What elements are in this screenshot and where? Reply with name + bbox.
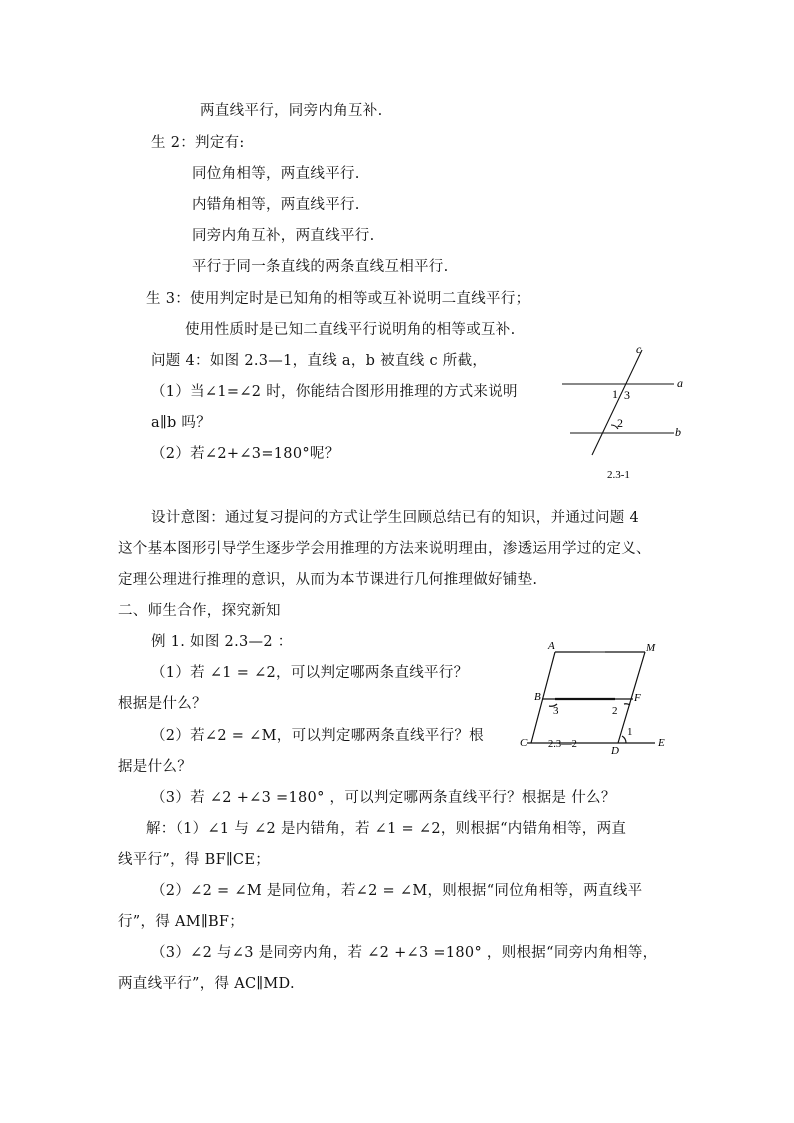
- figure-caption: 2.3-1: [607, 469, 630, 481]
- angle-label-2: 2: [617, 416, 623, 430]
- text-line-19: 根据是什么？: [118, 696, 207, 712]
- text-line-3: 同位角相等，两直线平行.: [192, 166, 360, 182]
- text-line-23: 解：（1）∠1 与 ∠2 是内错角，若 ∠1 = ∠2，则根据“内错角相等，两直: [146, 821, 627, 837]
- label-c: c: [636, 342, 642, 356]
- point-c-label: C: [520, 737, 528, 749]
- text-line-12: （2）若∠2+∠3=180°呢？: [151, 446, 340, 462]
- angle-1-arc: [622, 736, 626, 743]
- text-line-10: （1）当∠1=∠2 时，你能结合图形用推理的方式来说明: [151, 384, 518, 400]
- text-line-14: 这个基本图形引导学生逐步学会用推理的方法来说明理由，渗透运用学过的定义、: [118, 541, 651, 557]
- text-line-8: 使用性质时是已知二直线平行说明角的相等或互补.: [185, 322, 516, 338]
- label-b: b: [675, 425, 681, 439]
- figure-caption: 2.3—2: [548, 739, 577, 750]
- text-line-27: （3）∠2 与∠3 是同旁内角，若 ∠2 +∠3 =180° ，则根据“同旁内角相等，: [151, 945, 658, 961]
- point-m-label: M: [646, 642, 656, 654]
- angle-label-3: 3: [553, 705, 559, 717]
- text-line-20: （2）若∠2 = ∠M，可以判定哪两条直线平行？根: [151, 728, 484, 744]
- text-line-18: （1）若 ∠1 = ∠2，可以判定哪两条直线平行？: [151, 665, 469, 681]
- text-line-21: 据是什么？: [118, 759, 192, 775]
- text-line-1: 两直线平行，同旁内角互补.: [200, 103, 383, 119]
- text-line-15: 定理公理进行推理的意识，从而为本节课进行几何推理做好铺垫.: [118, 572, 538, 588]
- text-line-26: 行”，得 AM∥BF；: [118, 914, 245, 930]
- angle-label-3: 3: [624, 388, 630, 402]
- angle-2-arc: [624, 704, 630, 705]
- text-line-5: 同旁内角互补，两直线平行.: [192, 228, 375, 244]
- text-line-2: 生 2：判定有:: [151, 135, 245, 151]
- text-line-17: 例 1. 如图 2.3—2 ：: [151, 634, 293, 650]
- angle-label-1: 1: [627, 726, 633, 738]
- text-line-9: 问题 4：如图 2.3—1，直线 a，b 被直线 c 所截，: [151, 353, 488, 369]
- angle-label-2: 2: [612, 705, 618, 717]
- point-b-label: B: [534, 691, 541, 703]
- text-line-25: （2）∠2 = ∠M 是同位角，若∠2 = ∠M，则根据“同位角相等，两直线平: [151, 883, 643, 899]
- text-line-22: （3）若 ∠2 +∠3 =180° ，可以判定哪两条直线平行？根据是 什么？: [151, 790, 616, 806]
- text-line-13: 设计意图：通过复习提问的方式让学生回顾总结已有的知识，并通过问题 4: [151, 510, 640, 526]
- line-c: [592, 350, 642, 455]
- text-line-6: 平行于同一条直线的两条直线互相平行.: [192, 259, 449, 275]
- text-line-28: 两直线平行”，得 AC∥MD.: [118, 976, 295, 992]
- point-f-label: F: [634, 692, 641, 704]
- point-d-label: D: [611, 745, 619, 757]
- point-a-label: A: [548, 640, 555, 652]
- text-line-24: 线平行”，得 BF∥CE；: [118, 852, 271, 868]
- point-e-label: E: [658, 737, 665, 749]
- text-line-4: 内错角相等，两直线平行.: [192, 197, 360, 213]
- text-line-7: 生 3：使用判定时是已知角的相等或互补说明二直线平行；: [146, 291, 531, 307]
- section-heading: 二、师生合作，探究新知: [118, 603, 281, 619]
- angle-label-1: 1: [612, 387, 618, 401]
- label-a: a: [677, 376, 683, 390]
- figure-2-3-1: [550, 340, 700, 485]
- text-line-11: a∥b 吗？: [151, 415, 212, 431]
- figure-2-3-2: [515, 636, 675, 760]
